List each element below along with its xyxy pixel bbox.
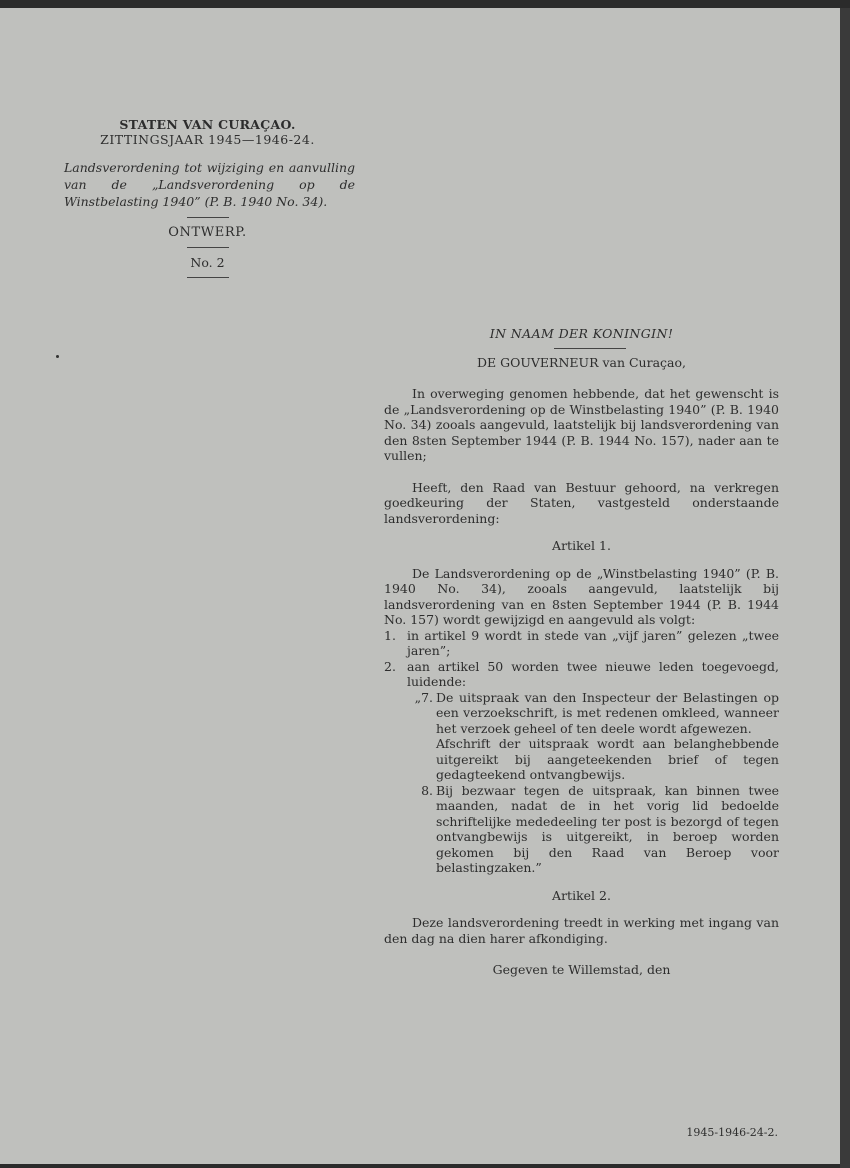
article-2-text: Deze landsverordening treedt in werking met ingang van den dag na dien harer afkondiging. <box>384 915 779 946</box>
header-rule <box>187 277 229 278</box>
header-rule <box>187 247 229 248</box>
assembly-title: STATEN VAN CURAÇAO. <box>119 117 296 132</box>
governor-line: DE GOUVERNEUR van Curaçao, <box>477 354 686 370</box>
list-item-number: 1. <box>384 627 396 643</box>
enacting-paragraph: Heeft, den Raad van Bestuur gehoord, na verkregen goedkeuring der Staten, vastgesteld onderstaande landsverordening: <box>384 479 779 526</box>
document-number: No. 2 <box>190 255 225 270</box>
sub-item-text: Bij bezwaar tegen de uitspraak, kan binnen twee maanden, nadat de in het vorig lid bedoelde schriftelijke mededeeling ter post is bezorgd of tegen ontvangbewijs is uitgereikt, in beroep worden gekomen bij den Raad van Beroep voor belastingzaken.” <box>436 782 779 875</box>
considering-paragraph: In overweging genomen hebbende, dat het gewenscht is de „Landsverordening op de Winstbelasting 1940” (P. B. 1940 No. 34) zooals aangevuld, laatstelijk bij landsverordening van den 8sten September 1944 (P. B. 1944 No. 157), nader aan te vullen; <box>384 386 779 463</box>
list-item-number: 2. <box>384 658 396 674</box>
article-1-heading: Artikel 1. <box>552 538 611 553</box>
document-code: 1945-1946-24-2. <box>686 1126 778 1139</box>
new-members-list <box>407 690 779 876</box>
sub-item-number: 8. <box>421 782 433 798</box>
list-item-text: aan artikel 50 worden twee nieuwe leden toegevoegd, luidende: <box>407 658 779 689</box>
article-2-heading: Artikel 2. <box>552 887 611 903</box>
ordinance-body <box>384 326 779 978</box>
header-rule <box>187 217 229 218</box>
ordinance-subject: Landsverordening tot wijziging en aanvulling van de „Landsverordening op de Winstbelasting 1940” (P. B. 1940 No. 34). <box>64 160 355 209</box>
session-year: ZITTINGSJAAR 1945—1946-24. <box>100 132 315 147</box>
sub-item <box>407 783 779 876</box>
document-page <box>0 8 840 1164</box>
closing-line: Gegeven te Willemstad, den <box>492 962 671 977</box>
sub-item-paragraph: Afschrift der uitspraak wordt aan belanghebbende uitgereikt bij aangeteekenden brief of tegen gedagteekend ontvangbewijs. <box>436 736 779 782</box>
article-1-intro: De Landsverordening op de „Winstbelasting 1940” (P. B. 1940 No. 34), zooals aangevuld, laatstelijk bij landsverordening van en 8sten September 1944 (P. B. 1944 No. 157) wordt gewijzigd en aangevuld als volgt: <box>384 565 779 627</box>
list-item-text: in artikel 9 wordt in stede van „vijf jaren” gelezen „twee jaren”; <box>407 627 779 658</box>
sub-item-paragraph: De uitspraak van den Inspecteur der Belastingen op een verzoekschrift, is met redenen omkleed, wanneer het verzoek geheel of ten deele wordt afgewezen. <box>436 689 779 736</box>
sub-item <box>407 690 779 783</box>
list-item <box>384 628 779 659</box>
scan-edge <box>840 8 850 1168</box>
draft-label: ONTWERP. <box>168 225 247 240</box>
body-rule <box>554 348 626 349</box>
royal-formula: IN NAAM DER KONINGIN! <box>489 326 674 341</box>
sub-item-text <box>436 690 779 783</box>
paper-speck <box>56 355 59 358</box>
list-item <box>384 659 779 690</box>
sub-item-number: „7. <box>414 689 433 705</box>
document-header <box>60 8 355 285</box>
